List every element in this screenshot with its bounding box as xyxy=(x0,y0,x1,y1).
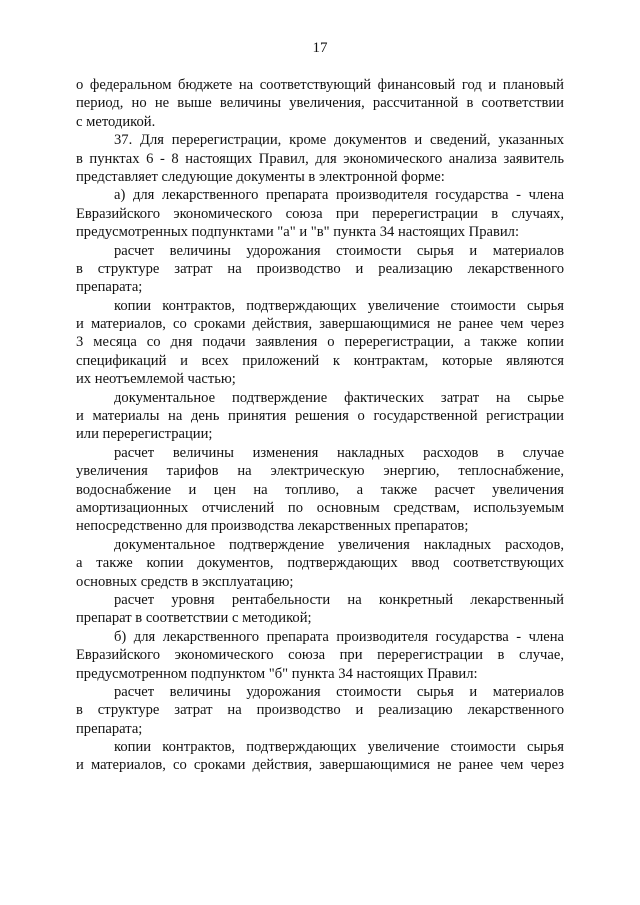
text-line: увеличения тарифов на электрическую энергию, теплоснабжение, xyxy=(76,463,564,480)
page-number: 17 xyxy=(312,40,328,56)
paragraph xyxy=(76,738,564,775)
text-line: расчет величины изменения накладных расходов в случае xyxy=(114,444,564,461)
text-line: амортизационных отчислений по основным средствам, используемым xyxy=(76,499,564,516)
paragraph xyxy=(76,131,564,186)
paragraph xyxy=(76,683,564,738)
text-line: период, но не выше величины увеличения, рассчитанной в соответствии xyxy=(76,95,564,112)
text-line: предусмотренных подпунктами "а" и "в" пункта 34 настоящих Правил: xyxy=(76,224,519,241)
text-line: документальное подтверждение увеличения накладных расходов, xyxy=(114,536,564,553)
paragraph xyxy=(76,628,564,683)
text-line: копии контрактов, подтверждающих увеличение стоимости сырья xyxy=(114,297,564,314)
paragraph xyxy=(76,76,564,131)
text-line: их неотъемлемой частью; xyxy=(76,371,236,388)
text-line: основных средств в эксплуатацию; xyxy=(76,573,294,590)
paragraph xyxy=(76,297,564,389)
text-line: водоснабжение и цен на топливо, а также расчет увеличения xyxy=(76,481,564,498)
text-line: в структуре затрат на производство и реализацию лекарственного xyxy=(76,702,564,719)
paragraph xyxy=(76,389,564,444)
text-line: спецификаций и всех приложений к контрактам, которые являются xyxy=(76,352,564,369)
text-line: с методикой. xyxy=(76,113,156,130)
text-line: Евразийского экономического союза при перерегистрации в случаях, xyxy=(76,205,564,222)
text-line: а также копии документов, подтверждающих ввод соответствующих xyxy=(76,555,564,572)
text-line: в пунктах 6 - 8 настоящих Правил, для экономического анализа заявитель xyxy=(76,150,564,167)
text-line: непосредственно для производства лекарственных препаратов; xyxy=(76,518,469,535)
text-line: представляет следующие документы в электронной форме: xyxy=(76,168,445,185)
text-line: расчет уровня рентабельности на конкретный лекарственный xyxy=(114,591,564,608)
text-line: и материалы на день принятия решения о государственной регистрации xyxy=(76,408,564,425)
paragraph xyxy=(76,242,564,297)
paragraph xyxy=(76,186,564,241)
text-line: препарата; xyxy=(76,279,143,296)
text-line: расчет величины удорожания стоимости сырья и материалов xyxy=(114,683,564,700)
text-line: и материалов, со сроками действия, завершающимися не ранее чем через xyxy=(76,757,564,774)
paragraph xyxy=(76,444,564,536)
text-line: документальное подтверждение фактических затрат на сырье xyxy=(114,389,564,406)
text-line: расчет величины удорожания стоимости сырья и материалов xyxy=(114,242,564,259)
text-line: о федеральном бюджете на соответствующий финансовый год и плановый xyxy=(76,77,564,93)
text-line: копии контрактов, подтверждающих увеличение стоимости сырья xyxy=(114,739,564,756)
text-line: Евразийского экономического союза при перерегистрации в случае, xyxy=(76,647,564,664)
text-line: предусмотренном подпунктом "б" пункта 34 настоящих Правил: xyxy=(76,665,478,682)
text-line: в структуре затрат на производство и реализацию лекарственного xyxy=(76,260,564,277)
text-line: препарата; xyxy=(76,720,143,737)
document-body xyxy=(76,76,564,775)
paragraph xyxy=(76,536,564,591)
text-line: и материалов, со сроками действия, завершающимися не ранее чем через xyxy=(76,316,564,333)
text-line: 3 месяца со дня подачи заявления о перерегистрации, а также копии xyxy=(76,334,564,351)
text-line: б) для лекарственного препарата производителя государства - члена xyxy=(114,628,564,645)
text-line: 37. Для перерегистрации, кроме документов и сведений, указанных xyxy=(114,132,564,149)
paragraph xyxy=(76,591,564,628)
text-line: или перерегистрации; xyxy=(76,426,213,443)
text-line: а) для лекарственного препарата производителя государства - члена xyxy=(114,187,564,204)
text-line: препарат в соответствии с методикой; xyxy=(76,610,312,627)
